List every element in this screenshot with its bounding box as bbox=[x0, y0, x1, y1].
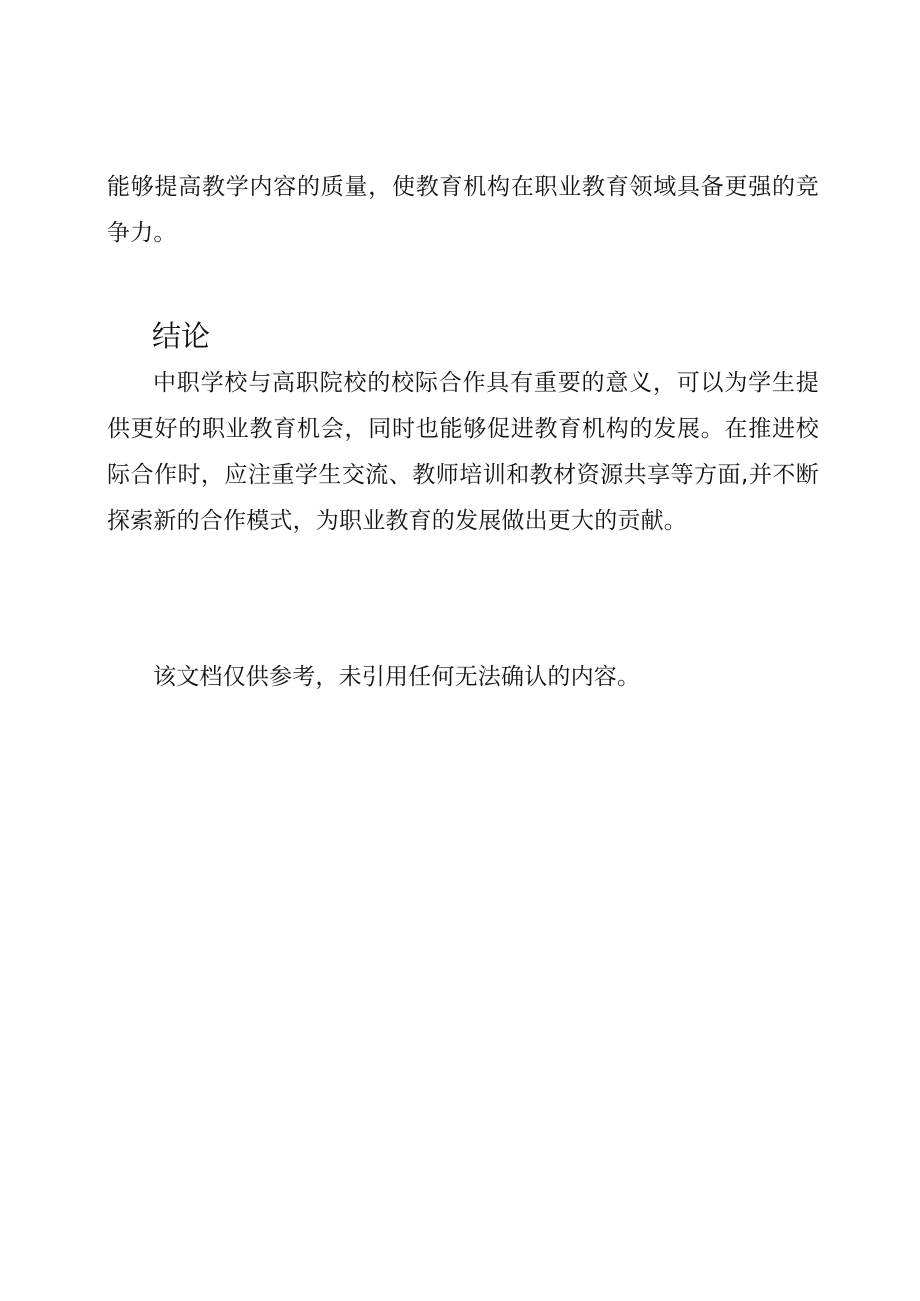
section-heading-conclusion: 结论 bbox=[152, 319, 211, 353]
continuation-paragraph: 能够提高教学内容的质量，使教育机构在职业教育领域具备更强的竞争力。 bbox=[107, 174, 819, 246]
disclaimer-paragraph: 该文档仅供参考，未引用任何无法确认的内容。 bbox=[153, 664, 641, 690]
conclusion-paragraph: 中职学校与高职院校的校际合作具有重要的意义，可以为学生提供更好的职业教育机会，同时也能够促进教育机构的发展。在推进校际合作时，应注重学生交流、教师培训和教材资源共享等方面,并不断探索新的合作模式，为职业教育的发展做出更大的贡献。 bbox=[107, 370, 819, 534]
